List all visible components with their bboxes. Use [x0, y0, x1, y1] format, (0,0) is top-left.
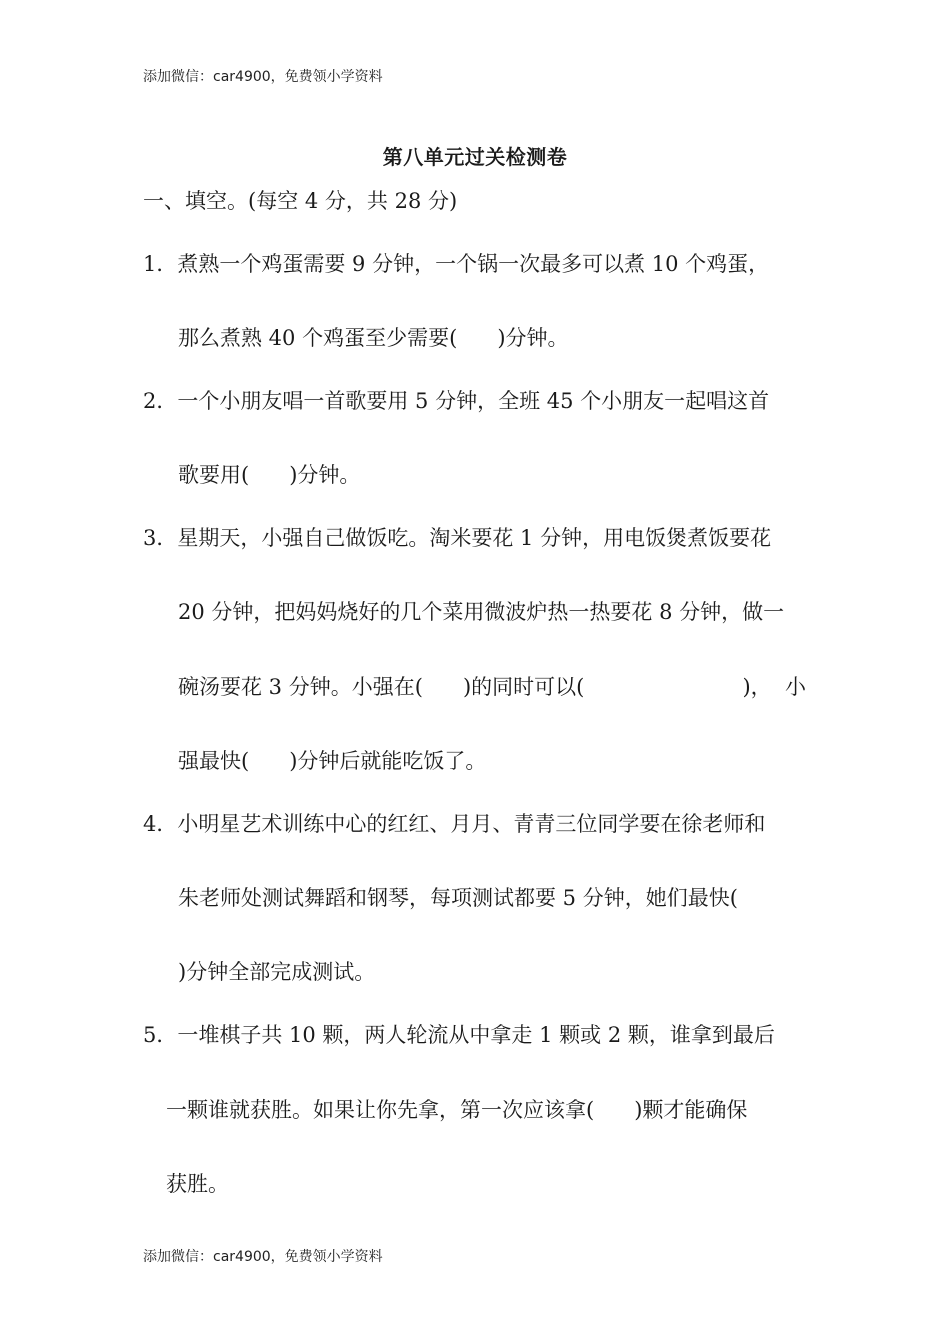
question-3-line-3-start: 碗汤要花 3 分钟。小强在( )的同时可以( — [178, 675, 585, 699]
question-3-line-3 — [178, 672, 806, 702]
question-2-line-1: 2．一个小朋友唱一首歌要用 5 分钟，全班 45 个小朋友一起唱这首 — [143, 389, 770, 413]
question-1-line-2: 那么煮熟 40 个鸡蛋至少需要( )分钟。 — [178, 326, 569, 350]
question-5-line-3: 获胜。 — [166, 1172, 229, 1196]
question-4-line-1: 4．小明星艺术训练中心的红红、月月、青青三位同学要在徐老师和 — [143, 812, 766, 836]
question-4-line-3: )分钟全部完成测试。 — [178, 960, 376, 984]
section-heading: 一、填空。(每空 4 分，共 28 分) — [143, 189, 458, 213]
page-title: 第八单元过关检测卷 — [382, 145, 568, 169]
question-2-line-2: 歌要用( )分钟。 — [178, 463, 361, 487]
question-5-line-1: 5．一堆棋子共 10 颗，两人轮流从中拿走 1 颗或 2 颗，谁拿到最后 — [143, 1023, 775, 1047]
question-3-line-4: 强最快( )分钟后就能吃饭了。 — [178, 749, 487, 773]
question-3-line-1: 3．星期天，小强自己做饭吃。淘米要花 1 分钟，用电饭煲煮饭要花 — [143, 526, 772, 550]
question-3-line-3-end: )， 小 — [742, 675, 806, 699]
question-1-line-1: 1．煮熟一个鸡蛋需要 9 分钟，一个锅一次最多可以煮 10 个鸡蛋， — [143, 252, 770, 276]
question-5-line-2: 一颗谁就获胜。如果让你先拿，第一次应该拿( )颗才能确保 — [166, 1098, 748, 1122]
watermark-bottom: 添加微信：car4900，免费领小学资料 — [143, 1249, 383, 1265]
watermark-top: 添加微信：car4900，免费领小学资料 — [143, 69, 383, 85]
question-3-line-2: 20 分钟，把妈妈烧好的几个菜用微波炉热一热要花 8 分钟，做一 — [178, 600, 785, 624]
question-4-line-2: 朱老师处测试舞蹈和钢琴，每项测试都要 5 分钟，她们最快( — [178, 886, 738, 910]
